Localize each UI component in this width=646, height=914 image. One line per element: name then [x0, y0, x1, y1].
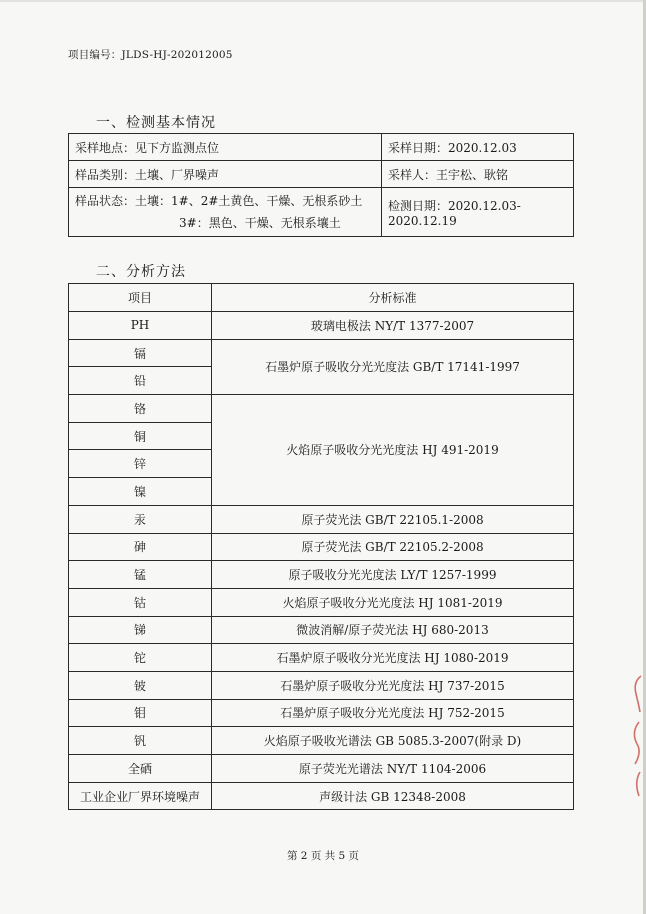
item-cell: 锌 — [69, 450, 212, 478]
item-cell: 铜 — [69, 422, 212, 450]
item-cell: 钼 — [69, 699, 212, 727]
basic-info-table — [68, 133, 574, 237]
standard-cell: 石墨炉原子吸收分光光度法 GB/T 17141-1997 — [212, 339, 574, 394]
table-row — [69, 727, 574, 755]
item-cell: 全硒 — [69, 755, 212, 783]
standard-cell: 石墨炉原子吸收分光光度法 HJ 737-2015 — [212, 671, 574, 699]
analysis-method-table — [68, 283, 574, 810]
item-cell: 锰 — [69, 561, 212, 589]
standard-cell: 原子吸收分光光度法 LY/T 1257-1999 — [212, 561, 574, 589]
item-cell: 钴 — [69, 588, 212, 616]
report-number: 项目编号：JLDS-HJ-202012005 — [68, 49, 233, 61]
table-row — [69, 755, 574, 783]
item-cell: 镉 — [69, 339, 212, 367]
standard-cell: 火焰原子吸收分光光度法 HJ 491-2019 — [212, 395, 574, 506]
item-cell: 铅 — [69, 367, 212, 395]
standard-cell: 原子荧光法 GB/T 22105.2-2008 — [212, 533, 574, 561]
test-date-cell: 检测日期：2020.12.03-2020.12.19 — [382, 188, 574, 237]
table-row — [69, 339, 574, 367]
sample-state-line1: 样品状态：土壤：1#、2#土黄色、干燥、无根系砂土 — [75, 194, 363, 208]
info-row — [69, 161, 574, 188]
item-cell: 锑 — [69, 616, 212, 644]
table-row — [69, 616, 574, 644]
sample-state-cell — [69, 188, 382, 237]
standard-cell: 火焰原子吸收光谱法 GB 5085.3-2007(附录 D) — [212, 727, 574, 755]
info-row — [69, 188, 574, 237]
table-row — [69, 588, 574, 616]
section-title-basic-info: 一、检测基本情况 — [96, 115, 216, 131]
standard-cell: 原子荧光法 GB/T 22105.1-2008 — [212, 505, 574, 533]
item-cell: PH — [69, 312, 212, 340]
sample-category-cell: 样品类别：土壤、厂界噪声 — [69, 161, 382, 188]
standard-cell: 石墨炉原子吸收分光光度法 HJ 1080-2019 — [212, 644, 574, 672]
standard-cell: 原子荧光光谱法 NY/T 1104-2006 — [212, 755, 574, 783]
item-cell: 砷 — [69, 533, 212, 561]
standard-cell: 微波消解/原子荧光法 HJ 680-2013 — [212, 616, 574, 644]
info-row — [69, 134, 574, 161]
table-row — [69, 782, 574, 810]
sample-state-line2: 3#：黑色、干燥、无根系壤土 — [179, 216, 341, 230]
standard-cell: 火焰原子吸收分光光度法 HJ 1081-2019 — [212, 588, 574, 616]
section-title-methods: 二、分析方法 — [96, 264, 186, 280]
page-number: 第 2 页 共 5 页 — [286, 850, 360, 862]
table-row — [69, 312, 574, 340]
sampling-date-cell: 采样日期：2020.12.03 — [382, 134, 574, 161]
header-standard: 分析标准 — [212, 284, 574, 312]
item-cell: 铊 — [69, 644, 212, 672]
table-row — [69, 533, 574, 561]
table-row — [69, 699, 574, 727]
table-row — [69, 561, 574, 589]
standard-cell: 声级计法 GB 12348-2008 — [212, 782, 574, 810]
item-cell: 工业企业厂界环境噪声 — [69, 782, 212, 810]
item-cell: 铬 — [69, 395, 212, 423]
table-row — [69, 395, 574, 423]
sampler-cell: 采样人：王宇松、耿铭 — [382, 161, 574, 188]
item-cell: 镍 — [69, 478, 212, 506]
standard-cell: 玻璃电极法 NY/T 1377-2007 — [212, 312, 574, 340]
item-cell: 汞 — [69, 505, 212, 533]
item-cell: 铍 — [69, 671, 212, 699]
sampling-location-cell: 采样地点：见下方监测点位 — [69, 134, 382, 161]
page-top-edge — [0, 0, 646, 2]
item-cell: 钒 — [69, 727, 212, 755]
table-header-row — [69, 284, 574, 312]
table-row — [69, 644, 574, 672]
standard-cell: 石墨炉原子吸收分光光度法 HJ 752-2015 — [212, 699, 574, 727]
table-row — [69, 671, 574, 699]
table-row — [69, 505, 574, 533]
stamp-seal-edge — [627, 672, 643, 802]
header-item: 项目 — [69, 284, 212, 312]
